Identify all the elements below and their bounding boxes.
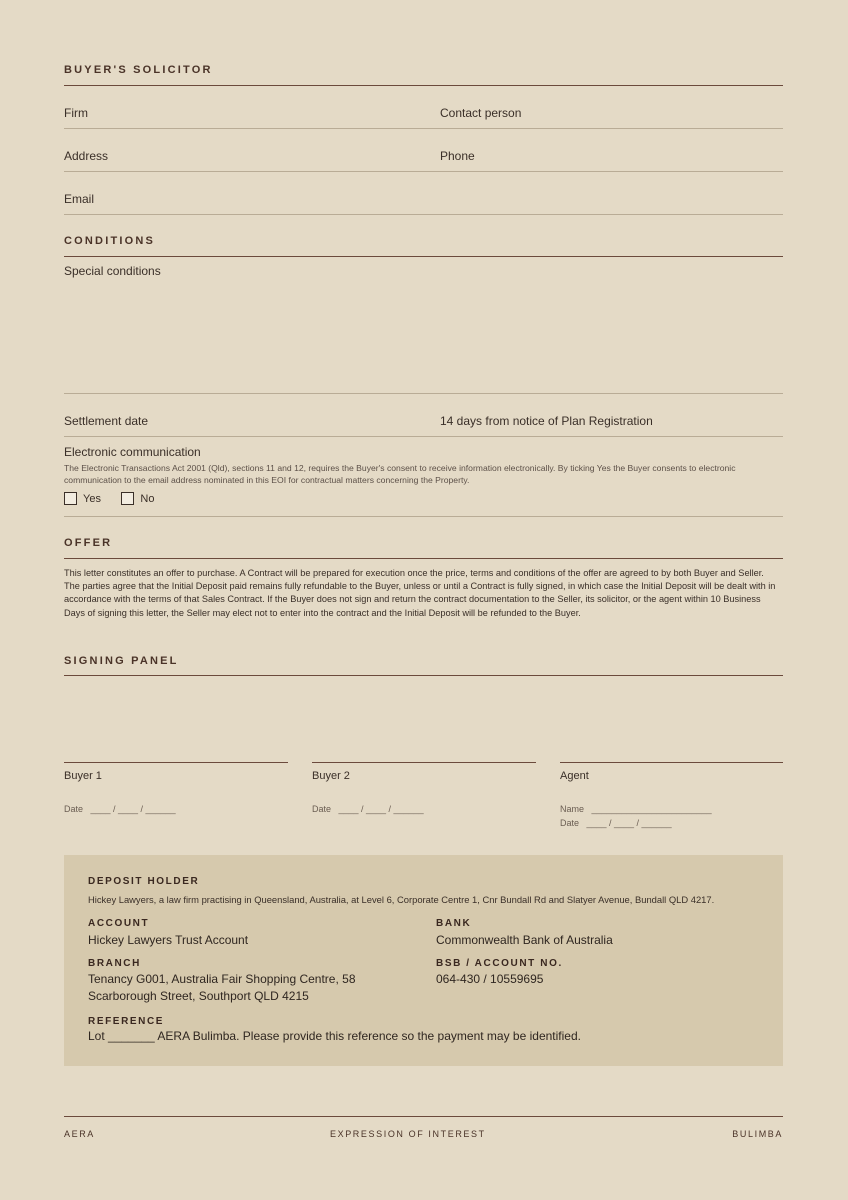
address-field-line[interactable] [64, 171, 783, 172]
special-conditions-label: Special conditions [64, 264, 161, 278]
deposit-holder-panel [64, 855, 783, 1066]
branch-value-line2: Scarborough Street, Southport QLD 4215 [88, 989, 309, 1003]
firm-label: Firm [64, 106, 88, 120]
section-divider [64, 675, 783, 676]
agent-signature-line[interactable] [560, 762, 783, 763]
agent-label: Agent [560, 770, 589, 782]
electronic-communication-text: The Electronic Transactions Act 2001 (Qld), sections 11 and 12, requires the Buyer's consent to receive information electronically. By ticking Yes the Buyer consents to electronic communication to the email address nominated in this EOI for contractual matters concerning the Property. [64, 463, 736, 485]
consent-options [64, 492, 170, 510]
contact-person-label: Contact person [440, 106, 522, 120]
section-divider [64, 85, 783, 86]
email-label: Email [64, 192, 95, 206]
no-label: No [140, 492, 155, 505]
buyer2-date-field[interactable]: Date ____ / ____ / ______ [312, 804, 424, 814]
consent-yes-option[interactable] [64, 492, 101, 505]
section-heading-signing-panel: SIGNING PANEL [64, 655, 179, 667]
deposit-holder-heading: DEPOSIT HOLDER [88, 876, 200, 887]
yes-label: Yes [83, 492, 101, 505]
firm-field-line[interactable] [64, 128, 783, 129]
bank-value: Commonwealth Bank of Australia [436, 933, 613, 947]
bsb-account-label: BSB / ACCOUNT NO. [436, 958, 563, 969]
no-checkbox[interactable] [121, 492, 134, 505]
settlement-date-label: Settlement date [64, 414, 149, 428]
phone-label: Phone [440, 149, 475, 163]
consent-no-option[interactable] [121, 492, 154, 505]
section-heading-buyers-solicitor: BUYER'S SOLICITOR [64, 64, 213, 76]
footer-left-brand: AERA [64, 1129, 95, 1139]
buyer1-signature-line[interactable] [64, 762, 288, 763]
buyer2-label: Buyer 2 [312, 770, 350, 782]
settlement-date-value: 14 days from notice of Plan Registration [440, 414, 653, 428]
deposit-holder-intro: Hickey Lawyers, a law firm practising in Queensland, Australia, at Level 6, Corporate Centre 1, Cnr Bundall Rd and Slatyer Avenue, Bundall QLD 4217. [88, 894, 715, 905]
special-conditions-area[interactable] [64, 282, 783, 392]
settlement-field-line [64, 436, 783, 437]
footer-divider [64, 1116, 783, 1117]
section-divider [64, 256, 783, 257]
consent-divider [64, 516, 783, 517]
reference-value: Lot _______ AERA Bulimba. Please provide this reference so the payment may be identified. [88, 1029, 581, 1043]
account-value: Hickey Lawyers Trust Account [88, 933, 249, 947]
agent-name-field[interactable]: Name ________________________ [560, 804, 712, 814]
agent-date-field[interactable]: Date ____ / ____ / ______ [560, 818, 672, 828]
footer-right-location: BULIMBA [732, 1129, 783, 1139]
buyer1-date-field[interactable]: Date ____ / ____ / ______ [64, 804, 176, 814]
branch-value-line1: Tenancy G001, Australia Fair Shopping Centre, 58 [88, 972, 356, 986]
electronic-communication-label: Electronic communication [64, 445, 201, 459]
reference-label: REFERENCE [88, 1016, 165, 1027]
offer-text: This letter constitutes an offer to purchase. A Contract will be prepared for execution once the price, terms and conditions of the offer are agreed to by both Buyer and Seller. The parties agree that the Initial Deposit paid remains fully refundable to the Buyer, unless or until a Contract is fully signed, in which case the Initial Deposit will be dealt with in accordance with the terms of that Sales Contract. If the Buyer does not sign and return the contract documentation to the Seller, its solicitor, or the agent within 10 Business Days of signing this letter, the Seller may elect not to enter into the contract and the Initial Deposit will be refunded to the Buyer. [64, 568, 776, 618]
section-divider [64, 558, 783, 559]
section-heading-conditions: CONDITIONS [64, 235, 156, 247]
bank-label: BANK [436, 918, 472, 929]
section-heading-offer: OFFER [64, 537, 113, 549]
special-conditions-line [64, 393, 783, 394]
branch-label: BRANCH [88, 958, 141, 969]
yes-checkbox[interactable] [64, 492, 77, 505]
address-label: Address [64, 149, 109, 163]
footer-document-title: EXPRESSION OF INTEREST [330, 1129, 486, 1139]
buyer1-label: Buyer 1 [64, 770, 102, 782]
buyer2-signature-line[interactable] [312, 762, 536, 763]
email-field-line[interactable] [64, 214, 783, 215]
account-label: ACCOUNT [88, 918, 150, 929]
bsb-account-value: 064-430 / 10559695 [436, 972, 544, 986]
